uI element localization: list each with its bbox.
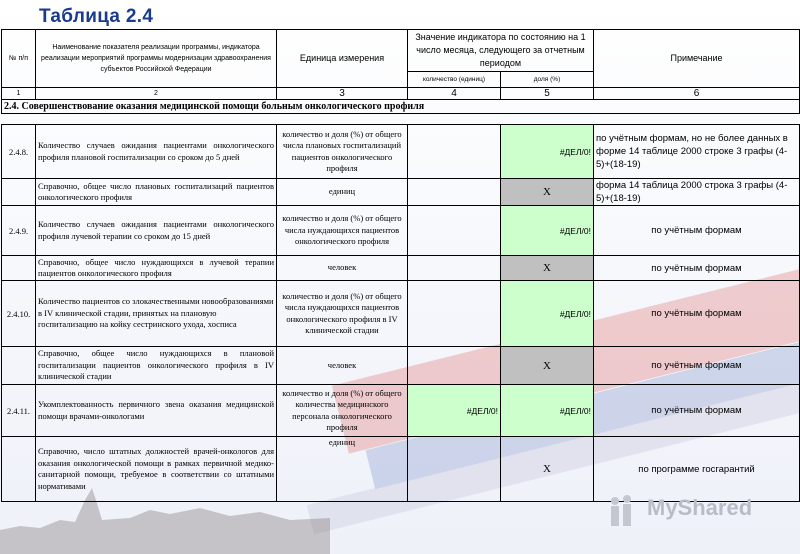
row-note: по учётным формам, но не более данных в форме 14 таблице 2000 строке 3 графы (4-5)+(18-19): [594, 125, 800, 179]
table-row: [2, 125, 800, 179]
row-note: по учётным формам: [594, 385, 800, 437]
row-name: Количество случаев ожидания пациентами онкологического профиля лучевой терапии со сроком до 15 дней: [36, 206, 277, 256]
column-number: 6: [594, 88, 800, 100]
row-number: [2, 347, 36, 385]
header-col-unit: Единица измерения: [277, 30, 408, 88]
row-note: форма 14 таблица 2000 строка 3 графы (4-5)+(18-19): [594, 179, 800, 206]
row-name: Количество случаев ожидания пациентами онкологического профиля плановой госпитализации со сроком до 5 дней: [36, 125, 277, 179]
row-unit: единиц: [277, 179, 408, 206]
row-unit: количество и доля (%) от общего числа плановых госпитализаций пациентов онкологического профиля: [277, 125, 408, 179]
row-count-cell[interactable]: [408, 206, 501, 256]
row-number: [2, 256, 36, 281]
row-number: 2.4.11.: [2, 385, 36, 437]
row-name: Справочно, общее число нуждающихся в плановой госпитализации пациентов онкологического профиля в IV клинической стадии: [36, 347, 277, 385]
row-unit: человек: [277, 256, 408, 281]
table-header: [1, 29, 800, 114]
column-number: 1: [2, 88, 36, 100]
row-name: Справочно, число штатных должностей врачей-онкологов для оказания онкологической помощи в рамках первичной медико-санитарной помощи, требуемое в соответствии со штатными нормативами: [36, 437, 277, 502]
table-row: [2, 179, 800, 206]
row-share-cell[interactable]: #ДЕЛ/0!: [501, 281, 594, 347]
watermark-text: MyShared: [647, 495, 753, 520]
header-col-value-share: доля (%): [501, 72, 594, 88]
table-row: [2, 385, 800, 437]
row-name: Укомплектованность первичного звена оказания медицинской помощи врачами-онкологами: [36, 385, 277, 437]
header-col-num: № п/п: [2, 30, 36, 88]
row-unit: количество и доля (%) от общего числа нуждающихся пациентов онкологического профиля в IV клинической стадии: [277, 281, 408, 347]
row-number: [2, 179, 36, 206]
row-count-cell[interactable]: [408, 281, 501, 347]
row-share-cell[interactable]: #ДЕЛ/0!: [501, 206, 594, 256]
row-share-cell[interactable]: #ДЕЛ/0!: [501, 385, 594, 437]
people-icon: [605, 493, 641, 529]
section-title: 2.4. Совершенствование оказания медицинской помощи больным онкологического профиля: [2, 100, 800, 114]
header-col-name: Наименование показателя реализации программы, индикатора реализации мероприятий программы модернизации здравоохранения субъектов Российской Федерации: [36, 30, 277, 88]
row-number: [2, 437, 36, 502]
row-name: Справочно, общее число нуждающихся в лучевой терапии пациентов онкологического профиля: [36, 256, 277, 281]
row-unit: количество и доля (%) от общего числа нуждающихся пациентов онкологического профиля: [277, 206, 408, 256]
row-number: 2.4.8.: [2, 125, 36, 179]
column-number: 2: [36, 88, 277, 100]
table-row: [2, 281, 800, 347]
row-note: по учётным формам: [594, 281, 800, 347]
row-note: по учётным формам: [594, 256, 800, 281]
column-number: 4: [408, 88, 501, 100]
row-unit: количество и доля (%) от общего количества медицинского персонала онкологического профиля: [277, 385, 408, 437]
row-note: по программе госгарантий: [594, 437, 800, 502]
page-title: Таблица 2.4: [39, 6, 154, 27]
header-col-value: Значение индикатора по состоянию на 1 число месяца, следующего за отчетным периодом: [408, 30, 594, 72]
row-number: 2.4.10.: [2, 281, 36, 347]
row-share-cell: X: [501, 347, 594, 385]
row-note: по учётным формам: [594, 347, 800, 385]
data-table: [1, 124, 800, 502]
header-col-value-count: количество (единиц): [408, 72, 501, 88]
row-name: Справочно, общее число плановых госпитализаций пациентов онкологического профиля: [36, 179, 277, 206]
column-number: 3: [277, 88, 408, 100]
header-col-note: Примечание: [594, 30, 800, 88]
row-count-cell[interactable]: [408, 179, 501, 206]
table-row: [2, 206, 800, 256]
row-share-cell: X: [501, 179, 594, 206]
row-note: по учётным формам: [594, 206, 800, 256]
row-count-cell[interactable]: #ДЕЛ/0!: [408, 385, 501, 437]
table-row: [2, 437, 800, 502]
row-share-cell: X: [501, 437, 594, 502]
row-share-cell: X: [501, 256, 594, 281]
table-row: [2, 256, 800, 281]
row-name: Количество пациентов со злокачественными новообразованиями в IV клинической стадии, принятых на плановую госпитализацию на койку сестринского ухода, хосписа: [36, 281, 277, 347]
row-unit: единиц: [277, 437, 408, 502]
row-share-cell[interactable]: #ДЕЛ/0!: [501, 125, 594, 179]
watermark-logo: [605, 493, 795, 529]
table-row: [2, 347, 800, 385]
row-count-cell[interactable]: [408, 437, 501, 502]
row-unit: человек: [277, 347, 408, 385]
row-number: 2.4.9.: [2, 206, 36, 256]
column-number: 5: [501, 88, 594, 100]
row-count-cell[interactable]: [408, 125, 501, 179]
row-count-cell[interactable]: [408, 256, 501, 281]
row-count-cell[interactable]: [408, 347, 501, 385]
